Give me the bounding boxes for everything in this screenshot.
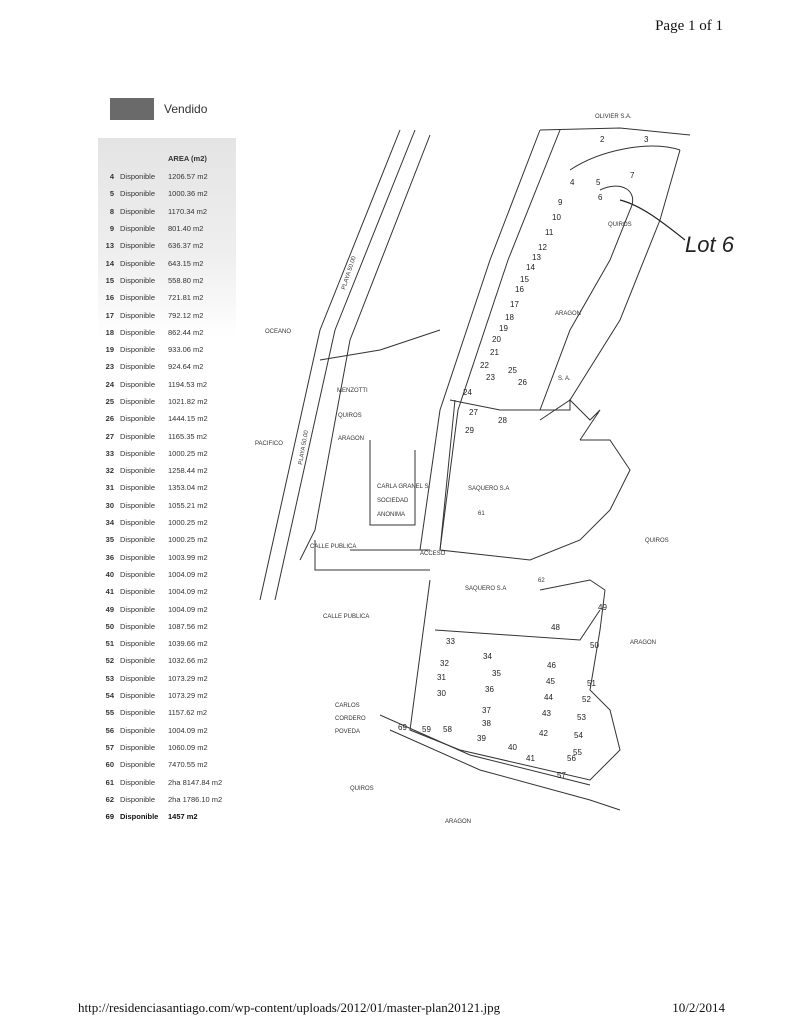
lot-status: Disponible [120,777,156,787]
map-lot-label: 35 [492,669,501,678]
map-lot-label: 53 [577,713,586,722]
lot-area: 1457 m2 [168,812,198,822]
lower-inner-road [435,610,600,640]
map-lot-label: 58 [443,725,452,734]
map-lot-label: 3 [644,135,649,144]
map-lot-label: 38 [482,719,491,728]
map-lot-label: 29 [465,426,474,435]
lot-number: 61 [105,777,114,787]
table-row [100,773,248,790]
map-lot-label: 17 [510,300,519,309]
table-row [100,203,248,220]
lot-area: 643.15 m2 [168,258,204,268]
map-lot-label: 18 [505,313,514,322]
handwritten-lot-6: Lot 6 [685,232,734,257]
label-oceano: OCEANO [265,329,292,335]
lot-6-annotation [620,200,735,257]
lot-status: Disponible [120,794,156,804]
label-anonima: ANONIMA [377,512,406,518]
table-row [100,756,248,773]
legend-sold-swatch [110,98,154,120]
map-lot-label: 11 [545,228,554,237]
label-quiros-mid: QUIROS [338,413,362,419]
label-lot-62: 62 [538,578,545,584]
lot-number: 60 [105,760,114,770]
menzotti-boundary [320,330,440,360]
lot-status: Disponible [120,621,156,631]
table-row [100,254,248,271]
map-lot-label: 20 [492,335,501,344]
map-lot-label: 42 [539,729,548,738]
lot-number: 55 [105,708,114,718]
table-row [100,358,248,375]
map-lot-label: 31 [437,673,446,682]
lot-number: 19 [105,345,114,355]
map-lot-label: 69 [398,723,407,732]
map-lot-label: 36 [485,685,494,694]
table-row [100,808,248,825]
map-lot-label: 32 [440,659,449,668]
lot-status: Disponible [120,673,156,683]
lot-number: 15 [105,275,114,285]
lot-area: 1004.09 m2 [168,604,208,614]
lot-status: Disponible [120,812,159,822]
legend [110,98,207,120]
table-row [100,497,248,514]
label-saquero-big: SAQUERO S.A [468,486,510,492]
label-calle-publica-2: CALLE PUBLICA [323,614,370,620]
lot-status: Disponible [120,691,156,701]
map-lot-label: 49 [598,603,607,612]
table-row [100,393,248,410]
table-row [100,635,248,652]
label-quiros-right: QUIROS [645,538,669,544]
top-lot-labels [463,135,649,435]
lot-status: Disponible [120,431,156,441]
lot-number: 23 [105,362,114,372]
table-row [100,704,248,721]
lot-area: 1004.09 m2 [168,587,208,597]
table-row [100,185,248,202]
lot-number: 69 [105,812,114,822]
map-lot-label: 14 [526,263,535,272]
table-row [100,566,248,583]
lot-number: 53 [105,673,114,683]
label-quiros-bottom: QUIROS [350,786,374,792]
lot-number: 57 [105,742,114,752]
map-lot-label: 2 [600,135,605,144]
footer-date: 10/2/2014 [672,1000,725,1015]
lot-status: Disponible [120,466,156,476]
map-lot-label: 4 [570,178,575,187]
lot-area: 1003.99 m2 [168,552,208,562]
master-plan-map [240,110,790,840]
map-lot-label: 30 [437,689,446,698]
area-column-header: AREA (m2) [168,154,207,163]
map-lot-label: 45 [546,677,555,686]
lot-status: Disponible [120,275,156,285]
lot-status: Disponible [120,379,156,389]
lot-area: 1039.66 m2 [168,639,208,649]
label-sociedad: SOCIEDAD [377,498,409,504]
lot-status: Disponible [120,414,156,424]
lot-number: 35 [105,535,114,545]
lot-area: 2ha 8147.84 m2 [168,777,223,787]
map-lot-label: 56 [567,754,576,763]
table-row [100,324,248,341]
table-row [100,514,248,531]
map-lot-label: 16 [515,285,524,294]
acceso-road [540,580,605,590]
map-lot-label: 25 [508,366,517,375]
map-lot-label: 41 [526,754,535,763]
table-row [100,237,248,254]
lot-status: Disponible [120,639,156,649]
table-row [100,687,248,704]
map-linework [260,128,690,810]
lot-area: 1021.82 m2 [168,397,208,406]
lot-area: 1060.09 m2 [168,742,208,752]
map-lot-label: 23 [486,373,495,382]
lot-status: Disponible [120,500,156,510]
lot-status: Disponible [120,518,156,528]
lot-area: 1000.25 m2 [168,518,208,528]
map-lot-label: 7 [630,171,635,180]
map-lot-label: 33 [446,637,455,646]
map-lot-label: 48 [551,623,560,632]
legend-sold-label: Vendido [164,102,208,116]
map-lot-label: 55 [573,748,582,757]
map-lot-label: 15 [520,275,529,284]
annotation-arrow [620,200,685,240]
lot-area: 1444.15 m2 [168,414,208,424]
bottom-lot-labels [398,603,607,780]
table-row [100,445,248,462]
label-saquero-small: SAQUERO S.A [465,586,507,592]
lot-number: 32 [105,466,114,476]
lot-number: 31 [105,483,114,493]
label-lot-61: 61 [478,511,485,517]
lot-status: Disponible [120,725,156,735]
map-lot-label: 13 [532,253,541,262]
lot-number: 34 [105,518,114,528]
lot-status: Disponible [120,448,156,458]
table-row [100,549,248,566]
label-olivier: OLIVIER S.A. [595,114,632,120]
lot-number: 14 [105,258,114,268]
lot-status: Disponible [120,483,156,493]
lot-status: Disponible [120,310,156,320]
lot-status: Disponible [120,760,156,770]
lot-number: 8 [109,206,114,216]
map-lot-label: 5 [596,178,601,187]
lot-status: Disponible [120,189,156,199]
footer-url: http://residenciasantiago.com/wp-content/uploads/2012/01/master-plan20121.jpg [78,1000,501,1015]
map-lot-label: 28 [498,416,507,425]
lower-road-curve [390,730,620,810]
lot-area: 1004.09 m2 [168,569,208,579]
lot-number: 24 [105,379,114,389]
beach-zone-edge [300,135,430,560]
lot-number: 56 [105,725,114,735]
top-curve [570,146,680,170]
lot-number: 54 [105,691,114,701]
lot-area: 924.64 m2 [168,362,204,372]
map-lot-label: 34 [483,652,492,661]
lot-area: 1170.34 m2 [168,206,208,216]
lot-area: 1258.44 m2 [168,466,208,476]
label-sa: S. A. [558,376,571,382]
lot-status: Disponible [120,206,156,216]
map-lot-label: 44 [544,693,553,702]
lot-number: 30 [105,500,114,510]
table-row [100,600,248,617]
lot-area: 1194.53 m2 [168,379,208,389]
table-row [100,791,248,808]
label-acceso: ACCESO [420,551,446,557]
lot-number: 5 [109,189,114,199]
label-poveda: POVEDA [335,729,361,735]
lot-number: 25 [105,397,114,406]
lot-number: 33 [105,448,114,458]
map-lot-label: 10 [552,213,561,222]
lot-area: 1004.09 m2 [168,725,208,735]
lot-area: 721.81 m2 [168,293,204,303]
lot-status: Disponible [120,241,156,251]
lot-status: Disponible [120,327,156,337]
map-lot-label: 19 [499,324,508,333]
lot-number: 9 [109,224,114,234]
lot-area: 801.40 m2 [168,224,204,234]
map-lot-label: 22 [480,361,489,370]
label-cordero: CORDERO [335,716,366,722]
lot-area: 792.12 m2 [168,310,204,320]
lot-status: Disponible [120,656,156,666]
lot-area: 1000.36 m2 [168,189,208,199]
lot-status: Disponible [120,742,156,752]
lot-number: 13 [105,241,114,251]
map-lot-label: 12 [538,243,547,252]
lot-status: Disponible [120,587,156,597]
lot-number: 4 [109,172,114,182]
lot-area: 1206.57 m2 [168,172,208,182]
lot-status: Disponible [120,345,156,355]
saquero-parcel [440,400,630,560]
label-playa: PLAYA 50.00 [341,255,358,291]
lot-number: 51 [105,639,114,649]
table-row [100,306,248,323]
label-aragon-right: ARAGON [630,640,657,646]
lot-area: 1087.56 m2 [168,621,208,631]
lot-area: 933.06 m2 [168,345,204,355]
lot-status: Disponible [120,258,156,268]
label-quiros-top: QUIROS [608,222,632,228]
table-row [100,462,248,479]
table-row [100,479,248,496]
table-row [100,289,248,306]
lot-status: Disponible [120,224,156,234]
table-row [100,739,248,756]
map-lot-label: 46 [547,661,556,670]
table-row [100,583,248,600]
table-row [100,220,248,237]
lot-area: 636.37 m2 [168,241,204,251]
table-row [100,168,248,185]
lot-area-table [100,154,248,825]
map-lot-label: 54 [574,731,583,740]
table-row [100,531,248,548]
map-lot-label: 27 [469,408,478,417]
label-carlos: CARLOS [335,703,360,709]
map-lot-label: 40 [508,743,517,752]
coastline-outer [260,130,400,600]
map-lot-label: 26 [518,378,527,387]
page-number: Page 1 of 1 [655,18,723,34]
lot-status: Disponible [120,362,156,372]
map-lot-label: 43 [542,709,551,718]
label-carla: CARLA GRANEL S. [377,484,431,490]
lot-number: 52 [105,656,114,666]
lot-area: 7470.55 m2 [168,760,208,770]
map-lot-label: 6 [598,193,603,202]
lot-area: 1073.29 m2 [168,691,208,701]
label-calle-publica: CALLE PUBLICA [310,544,357,550]
lot-area: 558.80 m2 [168,275,204,285]
lot-status: Disponible [120,552,156,562]
label-playa-2: PLAYA 50.00 [298,430,311,466]
lot-status: Disponible [120,172,156,182]
label-pacifico: PACIFICO [255,441,283,447]
lot-status: Disponible [120,397,156,406]
map-lot-label: 51 [587,679,596,688]
table-row [100,652,248,669]
lot-number: 40 [105,569,114,579]
lot-area: 2ha 1786.10 m2 [168,794,223,804]
table-row [100,670,248,687]
lot-number: 50 [105,621,114,631]
table-row [100,722,248,739]
lot-area: 1000.25 m2 [168,535,208,545]
table-row [100,618,248,635]
map-lot-label: 9 [558,198,563,207]
lot-number: 18 [105,327,114,337]
map-lot-label: 24 [463,388,472,397]
lot-area: 1353.04 m2 [168,483,208,493]
map-place-labels [255,114,669,825]
lot-status: Disponible [120,293,156,303]
lot-number: 27 [105,431,114,441]
map-lot-label: 57 [557,771,566,780]
lot-number: 17 [105,310,114,320]
table-row [100,410,248,427]
map-lot-label: 21 [490,348,499,357]
map-lot-label: 39 [477,734,486,743]
top-boundary [540,128,690,135]
lot-area: 1000.25 m2 [168,448,208,458]
lot-area: 1165.35 m2 [168,431,208,441]
label-menzotti: MENZOTTI [337,388,368,394]
table-row [100,427,248,444]
lot-area: 1055.21 m2 [168,500,208,510]
table-row [100,341,248,358]
lot-area: 1032.66 m2 [168,656,208,666]
lot-number: 41 [105,587,114,597]
lot-status: Disponible [120,708,156,718]
table-row [100,272,248,289]
map-lot-label: 59 [422,725,431,734]
lot-number: 16 [105,293,114,303]
lot-status: Disponible [120,569,156,579]
map-lot-label: 52 [582,695,591,704]
lot-area: 862.44 m2 [168,327,204,337]
label-aragon-mid: ARAGON [338,436,365,442]
lot-area: 1073.29 m2 [168,673,208,683]
lot-status: Disponible [120,604,156,614]
label-aragon-top: ARAGON [555,311,582,317]
lot-area: 1157.62 m2 [168,708,208,718]
lot-number: 62 [105,794,114,804]
table-row [100,376,248,393]
map-lot-label: 50 [590,641,599,650]
lot-number: 49 [105,604,114,614]
map-lot-label: 37 [482,706,491,715]
label-aragon-bottom: ARAGON [445,819,472,825]
lot-number: 26 [105,414,114,424]
lot-number: 36 [105,552,114,562]
lot-status: Disponible [120,535,156,545]
